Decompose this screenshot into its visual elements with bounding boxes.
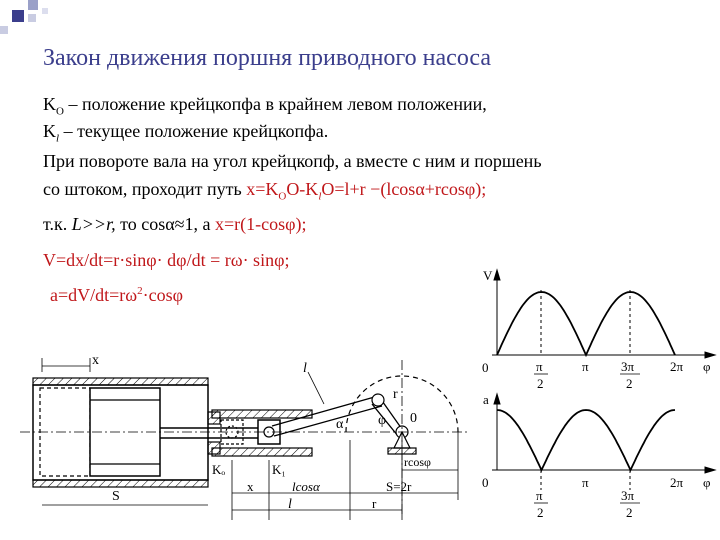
accel-tick-pi: π	[582, 475, 589, 490]
velocity-tick-pi: π	[582, 359, 589, 374]
label-x-top: x	[92, 353, 99, 368]
text-line-rotation: При повороте вала на угол крейцкопф, а вместе с ним и поршень	[43, 151, 542, 171]
path-formula: $x=K_OO-K_lO=l+r -(lcos\alpha+rcos\varphi)$;	[246, 179, 487, 203]
cylinder-wall-bottom	[33, 480, 208, 487]
label-r: r	[393, 387, 398, 402]
velocity-curve	[497, 292, 675, 355]
velocity-graph	[482, 268, 715, 391]
label-r-bottom: r	[372, 496, 377, 511]
guide-bottom	[212, 448, 312, 456]
displacement-formula: x=r(1-cosφ);	[215, 214, 307, 234]
velocity-formula: V=dx/dt=r·sinφ· dφ/dt = rω· sinφ;	[43, 250, 290, 270]
accel-tick-3pi2-den: 2	[626, 505, 633, 520]
accel-tick-2pi: 2π	[670, 475, 684, 490]
label-alpha: α	[336, 417, 344, 432]
label-lcos: lcosα	[292, 479, 320, 494]
label-l-link: l	[303, 361, 307, 376]
label-k0: Kₒ	[212, 462, 226, 477]
label-x-bottom: x	[247, 479, 254, 494]
accel-tick-pi2-num: π	[536, 488, 543, 503]
velocity-tick-0: 0	[482, 360, 489, 375]
velocity-ylabel: V	[483, 268, 493, 283]
acceleration-formula: $a=dV/dt=r\omega^2\cdot\cos\varphi$	[50, 285, 184, 305]
velocity-tick-2pi: 2π	[670, 359, 684, 374]
guide-top	[212, 410, 312, 418]
text-line-kl: $K_l$ – текущее положение крейцкопфа.	[43, 121, 329, 145]
acceleration-curve	[497, 410, 675, 470]
label-rcos: rcosφ	[404, 455, 431, 469]
velocity-tick-3pi2-den: 2	[626, 376, 633, 391]
slide-title: Закон движения поршня приводного насоса	[43, 45, 492, 71]
cylinder-wall-top	[33, 378, 208, 385]
accel-tick-0: 0	[482, 475, 489, 490]
velocity-tick-pi2-den: 2	[537, 376, 544, 391]
velocity-tick-pi2-num: π	[536, 359, 543, 374]
velocity-tick-3pi2-num: 3π	[621, 359, 635, 374]
text-line-approx: т.к. L>>r, то cosα≈1, а x=r(1-cosφ);	[43, 214, 307, 234]
text-line-path: со штоком, проходит путь $x=K_OO-K_lO=l+r -(lcos\alpha+rcos\varphi)$;	[43, 179, 487, 203]
label-zero: 0	[410, 411, 417, 426]
accel-ylabel: a	[483, 392, 489, 407]
accel-xlabel: φ	[703, 475, 711, 490]
text-line-k0: $K_O$ – положение крейцкопфа в крайнем левом положении,	[43, 94, 487, 118]
label-k1: K₁	[272, 462, 286, 477]
velocity-xlabel: φ	[703, 359, 711, 374]
label-l-bottom: l	[288, 497, 292, 512]
label-s2r: S=2r	[386, 479, 412, 494]
accel-tick-3pi2-num: 3π	[621, 488, 635, 503]
label-s: S	[112, 489, 120, 504]
acceleration-graph	[482, 392, 715, 520]
pump-mechanism	[20, 358, 470, 520]
accel-tick-pi2-den: 2	[537, 505, 544, 520]
label-phi: φ	[378, 413, 387, 428]
